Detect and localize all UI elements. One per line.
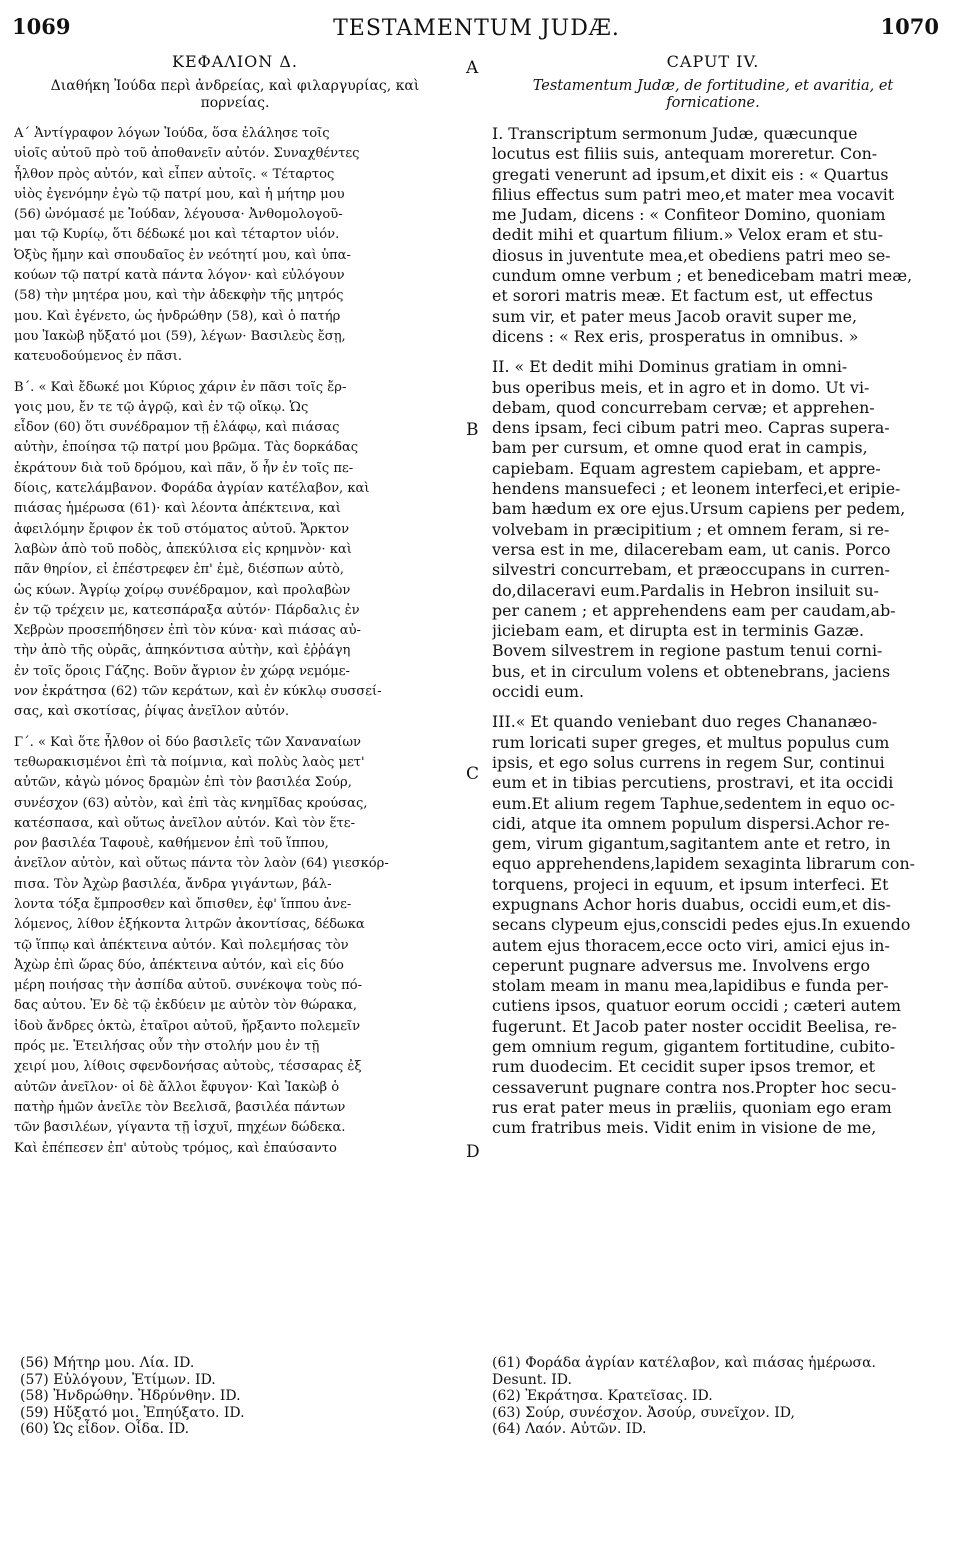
footnote: (63) Σούρ, συνέσχον. Ἀσούρ, συνεῖχον. ID, xyxy=(492,1404,795,1421)
latin-paragraph-3 xyxy=(492,712,934,1138)
greek-text-line: λόμενος, λίθον ἑξήκοντα λιτρῶν ἀκοντίσας, δέδωκα xyxy=(14,917,365,933)
latin-text-line: jiciebam eam, et dirupta est in terminis Gazæ. xyxy=(492,621,864,641)
greek-text-line: (56) ὠνόμασέ με Ἰούδαν, λέγουσα· Ἀνθομολογοῦ- xyxy=(14,207,343,223)
greek-footnotes xyxy=(20,1355,440,1438)
latin-text-line: cutiens ipsos, quatuor eorum occidi ; cæteri autem xyxy=(492,996,901,1016)
paragraph-gap xyxy=(492,702,934,712)
greek-text-line: δίοις, κατελάμβανον. Φοράδα ἀγρίαν κατέλαβον, καὶ xyxy=(14,481,370,497)
latin-subtitle: Testamentum Judæ, de fortitudine, et avaritia, et fornicatione. xyxy=(532,78,894,111)
footnote: (58) Ἠνδρώθην. Ἠδρύνθην. ID. xyxy=(20,1388,241,1404)
greek-text-line: (58) τὴν μητέρα μου, καὶ τὴν ἀδεκφὴν τῆς μητρός xyxy=(14,288,344,304)
latin-text-line: cum fratribus meis. Vidit enim in visione de me, xyxy=(492,1118,877,1138)
greek-text-line: μου Ἰακὼβ ηὔξατό μοι (59), λέγων· Βασιλεὺς ἔσῃ, xyxy=(14,328,346,344)
latin-text-line: filius effectus sum patri meo,et mater mea vocavit xyxy=(492,184,895,204)
footnote: (64) Λαόν. Αὐτῶν. ID. xyxy=(492,1421,647,1437)
latin-text-line: versa est in me, dilacerebam eam, ut canis. Porco xyxy=(492,539,891,559)
greek-text-line: δας αὐτου. Ἐν δὲ τῷ ἐκδύειν με αὐτὸν τὸν θώρακα, xyxy=(14,998,358,1014)
greek-text-line: Χεβρὼν προσεπήδησεν ἐπὶ τὸν κύνα· καὶ πιάσας αὐ- xyxy=(14,623,361,639)
latin-text-line: bam hædum ex ore ejus.Ursum capiens per pedem, xyxy=(492,499,906,519)
latin-footnotes xyxy=(492,1355,934,1438)
latin-text-line: expugnans Achor horis duabus, occidi eum,et dis- xyxy=(492,894,891,914)
footnote: (60) Ὡς εἶδον. Οἶδα. ID. xyxy=(20,1421,190,1437)
greek-text-line: γοις μου, ἔν τε τῷ ἀγρῷ, καὶ ἐν τῷ οἴκῳ. Ὡς xyxy=(14,399,309,415)
greek-text-line: πρός με. Ἐτειλήσας οὖν τὴν στολήν μου ἐν τῇ xyxy=(14,1039,320,1055)
greek-text-line: πᾶν θηρίον, εἰ ἐπέστρεφεν ἐπ' ἐμὲ, διέσπων αὐτὸ, xyxy=(14,562,345,578)
greek-text-line: τῷ ἵππῳ καὶ ἀπέκτεινα αὐτόν. Καὶ πολεμήσας τὸν xyxy=(14,937,349,953)
latin-text-line: capiebam. Equam agrestem capiebam, et appre- xyxy=(492,458,881,478)
latin-text-line: Bovem silvestrem in regione pastum tenui corni- xyxy=(492,641,883,661)
latin-text-line: I. Transcriptum sermonum Judæ, quæcunque xyxy=(492,124,858,143)
latin-text-line: ceperunt pugnare adversus me. Involvens ergo xyxy=(492,955,870,975)
greek-text-line: αὐτῶν, κἀγὼ μόνος δραμὼν ἐπὶ τὸν βασιλέα Σούρ, xyxy=(14,775,352,791)
latin-text-line: ipsis, et ego solus currens in regem Sur, continui xyxy=(492,752,885,772)
greek-text-line: υἱοῖς αὐτοῦ πρὸ τοῦ ἀποθανεῖν αὐτόν. Συναχθέντες xyxy=(14,146,360,162)
running-title: TESTAMENTUM JUDÆ. xyxy=(333,16,620,41)
latin-text-line: secans clypeum ejus,conscidi pedes ejus.In exuendo xyxy=(492,915,911,935)
paragraph-gap xyxy=(14,723,456,733)
greek-text-line: ἐν τοῖς ὅροις Γάζης. Βοῦν ἄγριον ἐν χώρᾳ νεμόμε- xyxy=(14,663,350,679)
greek-paragraph-3 xyxy=(14,733,456,1159)
greek-paragraph-2 xyxy=(14,378,456,723)
latin-text-line: occidi eum. xyxy=(492,682,584,702)
latin-text-line: II. « Et dedit mihi Dominus gratiam in omni- xyxy=(492,357,848,377)
footnote: Desunt. ID. xyxy=(492,1371,572,1388)
latin-paragraph-2 xyxy=(492,357,934,702)
greek-text-line: ὡς κύων. Ἀγρίῳ χοίρῳ συνέδραμον, καὶ προλαβὼν xyxy=(14,582,351,598)
greek-text-line: νον ἐκράτησα (62) τῶν κεράτων, καὶ ἐν κύκλῳ συσσεί- xyxy=(14,684,382,700)
greek-text-line: τῶν βασιλέων, γίγαντα τῇ ἰσχυῖ, πηχέων δώδεκα. xyxy=(14,1120,346,1136)
latin-text-line: bam per cursum, et omne quod erat in campis, xyxy=(492,438,868,458)
greek-text-line: πατὴρ ἡμῶν ἀνεῖλε τὸν Βεελισᾶ, βασιλέα πάντων xyxy=(14,1099,346,1115)
margin-letter-c: C xyxy=(466,764,480,784)
greek-text-line: ἰδοὺ ἄνδρες ὀκτὼ, ἑταῖροι αὐτοῦ, ἤρξαντο πολεμεῖν xyxy=(14,1018,361,1034)
footnote: (61) Φοράδα ἀγρίαν κατέλαβον, καὶ πιάσας ἡμέρωσα. xyxy=(492,1355,876,1371)
greek-text-line: ἦλθον πρὸς αὐτόν, καὶ εἶπεν αὐτοῖς. « Τέταρτος xyxy=(14,166,335,182)
latin-text-line: III.« Et quando veniebant duo reges Chananæo- xyxy=(492,712,878,732)
greek-paragraphs xyxy=(14,124,456,1159)
greek-text-line: κατευοδούμενος ἐν πᾶσι. xyxy=(14,349,183,365)
footnote: (59) Ηὔξατό μοι. Ἐπηύξατο. ID. xyxy=(20,1404,245,1421)
greek-subtitle: Διαθήκη Ἰούδα περὶ ἀνδρείας, καὶ φιλαργυρίας, καὶ πορνείας. xyxy=(50,78,420,111)
latin-text-line: debam, quod concurrebam cervæ; et apprehen- xyxy=(492,397,875,417)
greek-text-line: σας, καὶ σκοτίσας, ῥίψας ἀνεῖλον αὐτόν. xyxy=(14,704,290,720)
latin-text-line: volvebam in præcipitium ; et omnem feram, si re- xyxy=(492,519,890,539)
latin-text-line: do,dilaceravi eum.Pardalis in Hebron insiluit su- xyxy=(492,580,880,600)
greek-text-line: Ἀχὼρ ἐπὶ ὥρας δύο, ἀπέκτεινα αὐτόν, καὶ εἰς δύο xyxy=(14,957,344,973)
greek-paragraph-1 xyxy=(14,124,456,368)
latin-text-line: gem, virum gigantum,sagitantem ante et retro, in xyxy=(492,834,891,854)
latin-text-line: sum vir, et pater meus Jacob oravit super me, xyxy=(492,306,857,326)
greek-text-line: υἱὸς ἐγενόμην ἐγὼ τῷ πατρί μου, καὶ ἡ μήτηρ μου xyxy=(14,186,345,202)
greek-text-line: εἶδον (60) ὅτι συνέδραμον τῇ ἐλάφῳ, καὶ πιάσας xyxy=(14,420,340,436)
latin-text-line: rus erat pater meus in præliis, quoniam ego eram xyxy=(492,1097,892,1117)
latin-text-line: rum loricati super greges, et multus populus cum xyxy=(492,732,890,752)
latin-text-line: dens ipsam, feci cibum patri meo. Capras supera- xyxy=(492,418,890,438)
greek-text-line: μου. Καὶ ἐγένετο, ὡς ἠνδρώθην (58), καὶ ὁ πατήρ xyxy=(14,308,341,324)
footnote: (56) Μήτηρ μου. Λία. ID. xyxy=(20,1355,195,1371)
latin-text-line: diosus in juventute mea,et obediens patri meo se- xyxy=(492,245,891,265)
latin-text-line: cidi, atque ita omnem populum dispersi.Achor re- xyxy=(492,813,890,833)
latin-text-line: autem ejus thoracem,ecce octo viri, amici ejus in- xyxy=(492,935,890,955)
greek-text-line: λαβὼν ἀπὸ τοῦ ποδὸς, ἀπεκύλισα εἰς κρημνὸν· καὶ xyxy=(14,541,352,557)
greek-text-line: πιάσας ἡμέρωσα (61)· καὶ λέοντα ἀπέκτεινα, καὶ xyxy=(14,501,341,517)
paragraph-gap xyxy=(492,347,934,357)
greek-text-line: Καὶ ἐπέπεσεν ἐπ' αὐτοὺς τρόμος, καὶ ἐπαύσαντο xyxy=(14,1140,337,1156)
latin-text-line: cessaverunt pugnare contra nos.Propter hoc secu- xyxy=(492,1077,897,1097)
greek-text-line: ἀφειλόμην ἔριφον ἐκ τοῦ στόματος αὐτοῦ. Ἄρκτον xyxy=(14,521,350,537)
greek-text-line: Β΄. « Καὶ ἔδωκέ μοι Κύριος χάριν ἐν πᾶσι τοῖς ἔρ- xyxy=(14,379,347,395)
latin-text-line: gregati venerunt ad ipsum,et dixit eis : « Quartus xyxy=(492,164,889,184)
latin-text-line: bus operibus meis, et in agro et in domo. Ut vi- xyxy=(492,377,870,397)
latin-text-line: fugerunt. Et Jacob pater noster occidit Beelisa, re- xyxy=(492,1016,897,1036)
latin-paragraphs xyxy=(492,124,934,1139)
latin-text-line: cundum omne verbum ; et benedicebam matri meæ, xyxy=(492,266,913,286)
latin-text-line: eum et in tibias percutiens, prostravi, et ita occidi xyxy=(492,773,894,793)
greek-text-line: τὴν ἀπὸ τῆς οὐρᾶς, ἀπηκόντισα αὐτὴν, καὶ ἐῤῥάγη xyxy=(14,643,351,659)
greek-text-line: ρον βασιλέα Ταφουὲ, καθήμενον ἐπὶ τοῦ ἵππου, xyxy=(14,836,329,852)
margin-letter-b: B xyxy=(466,420,479,440)
latin-text-line: dicens : « Rex eris, prosperatus in omnibus. » xyxy=(492,326,859,346)
greek-text-line: κατέσπασα, καὶ οὕτως ἀνεῖλον αὐτόν. Καὶ τὸν ἕτε- xyxy=(14,815,356,831)
greek-text-line: Α΄ Ἀντίγραφον λόγων Ἰούδα, ὅσα ἐλάλησε τοῖς xyxy=(14,126,330,141)
latin-text-line: locutus est filiis suis, antequam moreretur. Con- xyxy=(492,144,878,164)
greek-chapter-title: ΚΕΦΑΛΙΟΝ Δ. xyxy=(171,52,299,71)
latin-text-line: gem omnium regum, gigantem fortitudine, cubito- xyxy=(492,1037,896,1057)
latin-text-line: stolam meam in manu mea,lapidibus e funda per- xyxy=(492,976,889,996)
greek-text-line: αὐτῶν ἀνεῖλον· οἱ δὲ ἄλλοι ἔφυγον· Καὶ Ἰακὼβ ὁ xyxy=(14,1079,340,1095)
greek-text-line: Γ΄. « Καὶ ὅτε ἦλθον οἱ δύο βασιλεῖς τῶν Χαναναίων xyxy=(14,734,361,750)
latin-text-line: bus, et in circulum volens et obtenebrans, jaciens xyxy=(492,661,891,681)
greek-text-line: χειρί μου, λίθοις σφενδονήσας αὐτοὺς, τέσσαρας ἐξ xyxy=(14,1059,362,1075)
latin-chapter-title: CAPUT IV. xyxy=(666,52,760,71)
footnote: (62) Ἐκράτησα. Κρατεῖσας. ID. xyxy=(492,1388,713,1404)
latin-column xyxy=(492,52,934,1139)
greek-text-line: Ὀξὺς ἤμην καὶ σπουδαῖος ἐν νεότητί μου, καὶ ὑπα- xyxy=(14,247,351,263)
paragraph-gap xyxy=(14,368,456,378)
page-number-left: 1069 xyxy=(12,14,71,39)
latin-text-line: eum.Et alium regem Taphue,sedentem in equo oc- xyxy=(492,793,895,813)
latin-text-line: me Judam, dicens : « Confiteor Domino, quoniam xyxy=(492,205,886,225)
latin-paragraph-1 xyxy=(492,124,934,347)
margin-letter-a: A xyxy=(466,58,479,78)
footnote: (57) Εὐλόγουν, Ἐτίμων. ID. xyxy=(20,1371,216,1388)
greek-text-line: πισα. Τὸν Ἀχὼρ βασιλέα, ἄνδρα γιγάντων, βάλ- xyxy=(14,876,332,892)
greek-text-line: λοντα τόξα ἔμπροσθεν καὶ ὄπισθεν, ἐφ' ἵππου ἀνε- xyxy=(14,896,352,912)
greek-text-line: ἀνεῖλον αὐτὸν, καὶ οὕτως πάντα τὸν λαὸν (64) γιεσκόρ- xyxy=(14,856,389,872)
latin-text-line: rum duodecim. Et cecidit super ipsos tremor, et xyxy=(492,1057,875,1077)
latin-text-line: hendens mansuefeci ; et leonem interfeci,et eripie- xyxy=(492,479,901,499)
page-number-right: 1070 xyxy=(880,14,939,39)
latin-text-line: equo apprehendens,lapidem sexaginta librarum con- xyxy=(492,854,915,874)
greek-text-line: ἐκράτουν διὰ τοῦ δρόμου, καὶ πᾶν, ὅ ἦν ἐν τοῖς πε- xyxy=(14,460,354,476)
greek-text-line: μαι τῷ Κυρίῳ, ὅτι δέδωκέ μοι καὶ τέταρτον υἱόν. xyxy=(14,227,340,243)
latin-text-line: et sorori matris meæ. Et factum est, ut effectus xyxy=(492,286,874,306)
greek-text-line: αὐτὴν, ἐποίησα τῷ πατρί μου βρῶμα. Τὰς δορκάδας xyxy=(14,440,359,456)
margin-letter-d: D xyxy=(466,1142,480,1162)
latin-text-line: per canem ; et apprehendens eam per caudam,ab- xyxy=(492,600,896,620)
greek-text-line: συνέσχον (63) αὐτὸν, καὶ ἐπὶ τὰς κνημῖδας κρούσας, xyxy=(14,795,368,811)
latin-text-line: torquens, projeci in equum, et ipsum interfeci. Et xyxy=(492,874,889,894)
greek-column xyxy=(14,52,456,1159)
latin-text-line: silvestri concurrebam, et præoccupans in curren- xyxy=(492,560,890,580)
latin-text-line: dedit mihi et quartum filium.» Velox eram et stu- xyxy=(492,225,884,245)
greek-text-line: μέρη ποιήσας τὴν ἀσπίδα αὐτοῦ. συνέκοψα τοὺς πό- xyxy=(14,978,363,994)
greek-text-line: τεθωρακισμένοι ἐπὶ τὰ ποίμνια, καὶ πολὺς λαὸς μετ' xyxy=(14,754,365,770)
greek-text-line: κούων τῷ πατρί κατὰ πάντα λόγον· καὶ εὐλόγουν xyxy=(14,268,345,284)
greek-text-line: ἐν τῷ τρέχειν με, κατεσπάραξα αὐτόν· Πάρδαλις ἐν xyxy=(14,602,360,618)
